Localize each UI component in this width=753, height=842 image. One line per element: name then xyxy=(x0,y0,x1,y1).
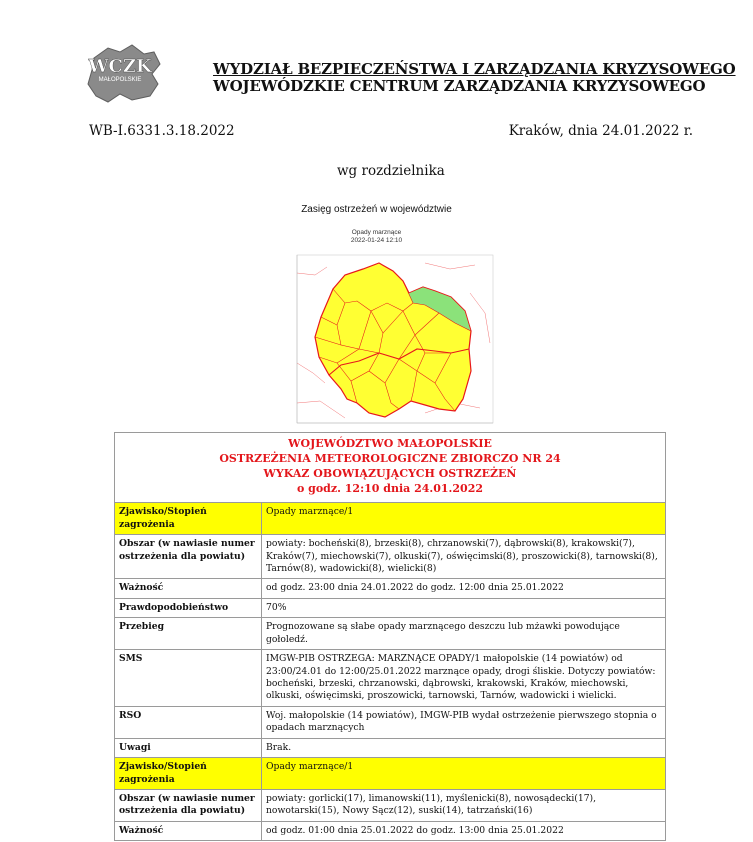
row-label: Obszar (w nawiasie numer ostrzeżenia dla powiatu) xyxy=(115,789,262,821)
bulletin-time: o godz. 12:10 dnia 24.01.2022 xyxy=(296,481,483,495)
row-value: Opady marznące/1 xyxy=(262,503,666,535)
row-value: powiaty: bocheński(8), brzeski(8), chrzanowski(7), dąbrowski(8), krakowski(7), Kraków(7), miechowski(7), olkuski(7), oświęcimski(8), proszowicki(8), tarnowski(8), Tarnów(8), wadowicki(8), wielicki(8) xyxy=(262,535,666,579)
date-line: Kraków, dnia 24.01.2022 r. xyxy=(508,123,693,139)
row-label: Prawdopodobieństwo xyxy=(115,598,262,617)
table-row xyxy=(115,789,666,821)
logo-text: WCZK xyxy=(88,56,152,77)
row-value: od godz. 23:00 dnia 24.01.2022 do godz. 12:00 dnia 25.01.2022 xyxy=(262,579,666,598)
table-row xyxy=(115,738,666,757)
row-label: Zjawisko/Stopień zagrożenia xyxy=(115,758,262,790)
table-row xyxy=(115,598,666,617)
row-value: 70% xyxy=(262,598,666,617)
table-row xyxy=(115,650,666,707)
row-label: Przebieg xyxy=(115,618,262,650)
department-name: WYDZIAŁ BEZPIECZEŃSTWA I ZARZĄDZANIA KRYZYSOWEGO xyxy=(213,60,736,78)
bulletin-header-row xyxy=(115,433,666,503)
bulletin-header xyxy=(115,433,666,503)
distribution-note: wg rozdzielnika xyxy=(337,163,445,179)
row-value: powiaty: gorlicki(17), limanowski(11), myślenicki(8), nowosądecki(17), nowotarski(15), Nowy Sącz(12), suski(14), tatrzański(16) xyxy=(262,789,666,821)
map-timestamp: 2022-01-24 12:10 xyxy=(350,237,403,244)
row-label: Ważność xyxy=(115,821,262,840)
wczk-logo xyxy=(80,40,164,106)
row-value: Opady marznące/1 xyxy=(262,758,666,790)
warning-map xyxy=(275,253,495,433)
table-row xyxy=(115,706,666,738)
row-value: Woj. małopolskie (14 powiatów), IMGW-PIB wydał ostrzeżenie pierwszego stopnia o opadach marznących xyxy=(262,706,666,738)
row-value: Brak. xyxy=(262,738,666,757)
centre-name: WOJEWÓDZKIE CENTRUM ZARZĄDZANIA KRYZYSOWEGO xyxy=(213,77,706,95)
map-phenomenon: Opady marznące xyxy=(351,229,402,236)
row-value: Prognozowane są słabe opady marznącego deszczu lub mżawki powodujące gołoledź. xyxy=(262,618,666,650)
row-label: Zjawisko/Stopień zagrożenia xyxy=(115,503,262,535)
map-title: Zasięg ostrzeżeń w województwie xyxy=(301,204,452,215)
table-row xyxy=(115,579,666,598)
reference-number: WB-I.6331.3.18.2022 xyxy=(89,123,235,139)
row-label: RSO xyxy=(115,706,262,738)
row-value: IMGW-PIB OSTRZEGA: MARZNĄCE OPADY/1 małopolskie (14 powiatów) od 23:00/24.01 do 12:00/25.01.2022 marznące opady, drogi śliskie. Dotyczy powiatów: bocheński, brzeski, chrzanowski, dąbrowski, krakowski, Kraków, miechowski, olkuski, oświęcimski, proszowicki, tarnowski, Tarnów, wadowicki i wielicki. xyxy=(262,650,666,707)
warning-table xyxy=(114,432,666,841)
row-value: od godz. 01:00 dnia 25.01.2022 do godz. 13:00 dnia 25.01.2022 xyxy=(262,821,666,840)
bulletin-region: WOJEWÓDZTWO MAŁOPOLSKIE xyxy=(288,437,492,450)
table-row xyxy=(115,503,666,535)
bulletin-subtitle: WYKAZ OBOWIĄZUJĄCYCH OSTRZEŻEŃ xyxy=(263,466,517,480)
table-row xyxy=(115,535,666,579)
table-row xyxy=(115,821,666,840)
row-label: Obszar (w nawiasie numer ostrzeżenia dla powiatu) xyxy=(115,535,262,579)
row-label: Ważność xyxy=(115,579,262,598)
row-label: SMS xyxy=(115,650,262,707)
table-row xyxy=(115,758,666,790)
row-label: Uwagi xyxy=(115,738,262,757)
table-row xyxy=(115,618,666,650)
logo-subtext: MAŁOPOLSKIE xyxy=(98,77,142,83)
bulletin-title: OSTRZEŻENIA METEOROLOGICZNE ZBIORCZO NR 24 xyxy=(219,451,561,465)
